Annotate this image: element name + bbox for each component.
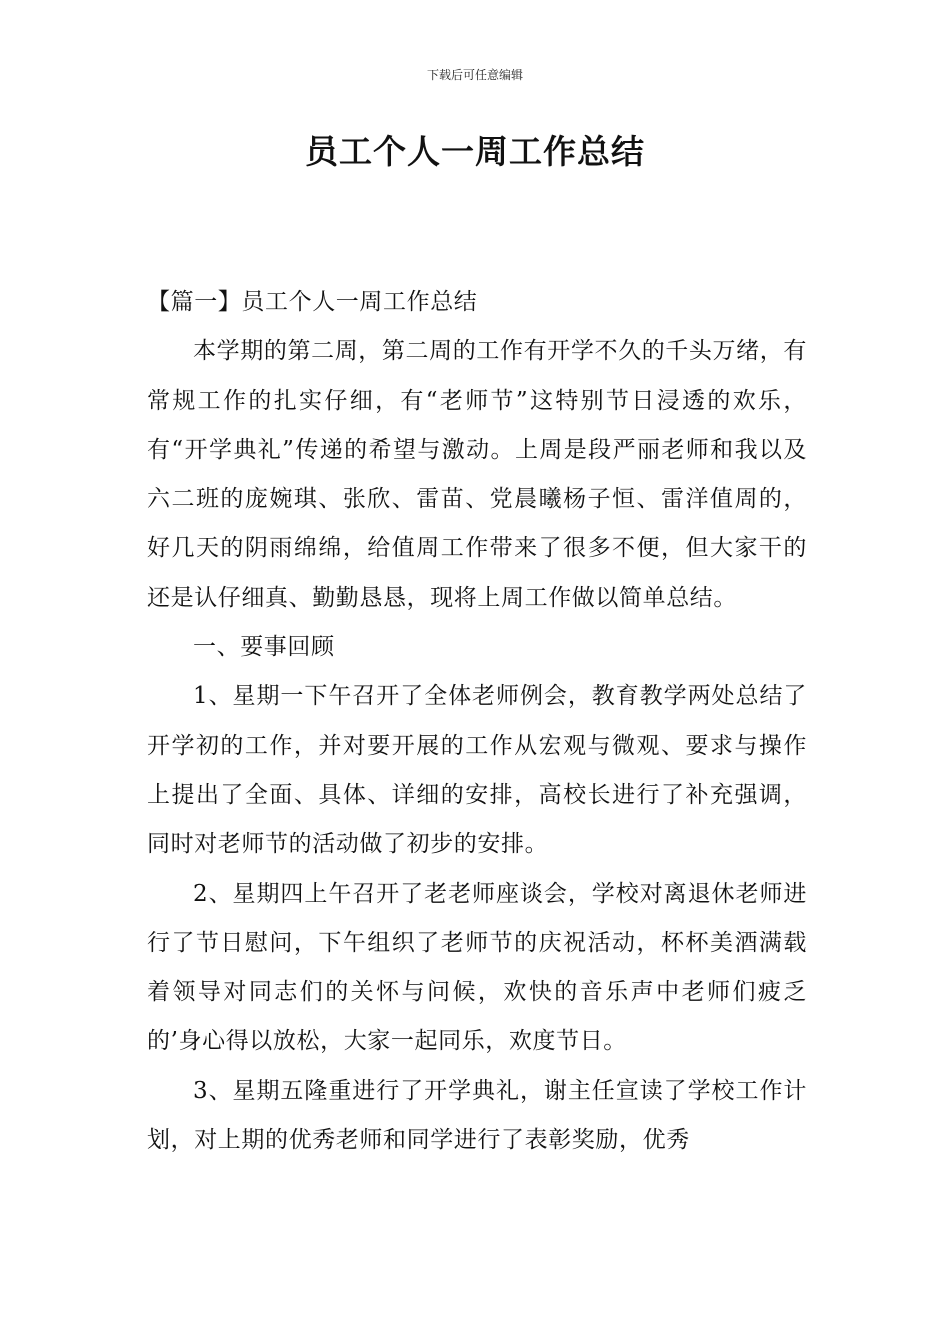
paragraph-intro: 本学期的第二周，第二周的工作有开学不久的千头万绪，有常规工作的扎实仔细，有“老师节”这特别节日浸透的欢乐，有“开学典礼”传递的希望与激动。上周是段严丽老师和我以及六二班的庞婉琪、张欣、雷苗、党晨曦杨子恒、雷洋值周的，好几天的阴雨绵绵，给值周工作带来了很多不便，但大家干的还是认仔细真、勤勤恳恳，现将上周工作做以简单总结。 — [147, 338, 807, 611]
paragraph-item-3: 3、星期五隆重进行了开学典礼，谢主任宣读了学校工作计划，对上期的优秀老师和同学进行了表彰奖励，优秀 — [147, 1077, 807, 1154]
section-heading: 【篇一】员工个人一周工作总结 — [147, 289, 478, 315]
header-note: 下载后可任意编辑 — [426, 68, 523, 82]
subheading-review: 一、要事回顾 — [193, 634, 335, 661]
paragraph-item-1: 1、星期一下午召开了全体老师例会，教育教学两处总结了开学初的工作，并对要开展的工作从宏观与微观、要求与操作上提出了全面、具体、详细的安排，高校长进行了补充强调，同时对老师节的活动做了初步的安排。 — [147, 683, 807, 858]
paragraph-item-2: 2、星期四上午召开了老老师座谈会，学校对离退休老师进行了节日慰问，下午组织了老师节的庆祝活动，杯杯美酒满载着领导对同志们的关怀与问候，欢快的音乐声中老师们疲乏的’身心得以放松，大家一起同乐，欢度节日。 — [147, 880, 807, 1055]
document-body — [147, 278, 807, 1165]
document-title: 员工个人一周工作总结 — [305, 132, 645, 171]
